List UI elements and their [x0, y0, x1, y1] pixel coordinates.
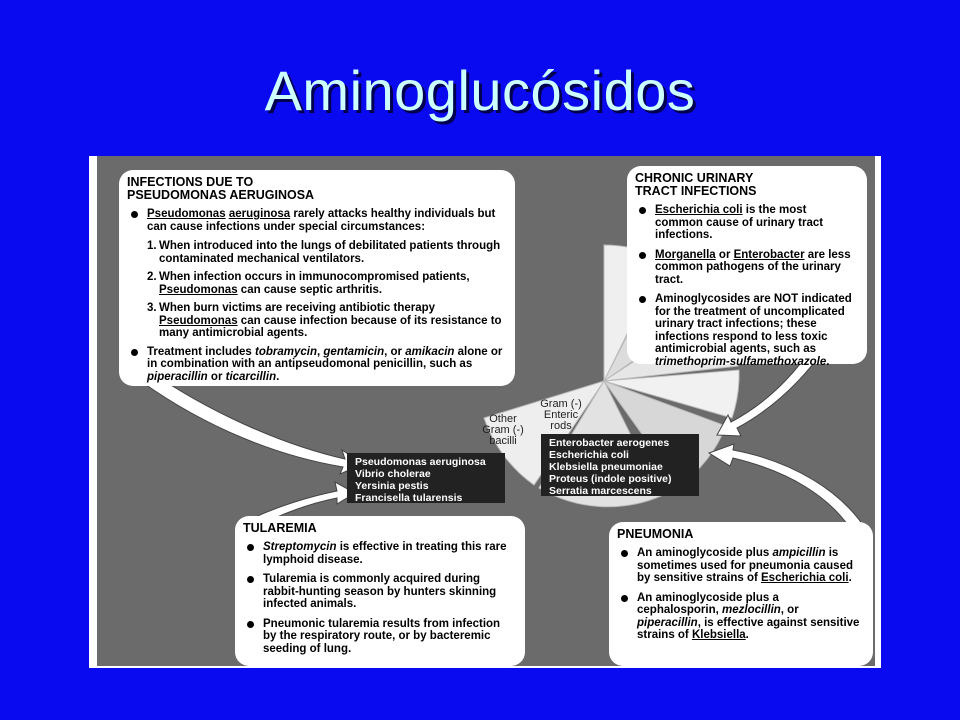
- infections-heading: INFECTIONS DUE TO PSEUDOMONAS AERUGINOSA: [127, 175, 315, 202]
- tularemia-box: [235, 516, 525, 666]
- tularemia-heading: TULAREMIA: [243, 521, 317, 535]
- urinary-bullet-2: Morganella or Enterobacter are less common pathogens of the urinary tract.: [635, 249, 857, 287]
- infections-bullet-2: Treatment includes tobramycin, gentamicin, or amikacin alone or in combination with an antipseudomonal penicillin, such as piperacillin or ticarcillin.: [127, 346, 505, 384]
- pneumonia-box: [609, 522, 873, 666]
- pneumonia-heading: PNEUMONIA: [617, 527, 694, 541]
- pneumonia-bullet-1: An aminoglycoside plus ampicillin is sometimes used for pneumonia caused by sensitive strains of Escherichia coli.: [617, 547, 863, 585]
- infections-box: [119, 170, 515, 386]
- arrow-from-infections: [142, 376, 363, 474]
- urinary-bullet-3: Aminoglycosides are NOT indicated for the treatment of uncomplicated urinary tract infections; these infections respond to less toxic antimicrobial agents, such as trimethoprim-sulfamethoxazole.: [635, 293, 857, 368]
- slide-title: Aminoglucósidos: [264, 59, 696, 122]
- enteric-rods-label: Gram (-) Enteric rods: [540, 398, 582, 432]
- urinary-heading: CHRONIC URINARY TRACT INFECTIONS: [635, 171, 757, 198]
- pneumonia-bullet-2: An aminoglycoside plus a cephalosporin, mezlocillin, or piperacillin, is effective against sensitive strains of Klebsiella.: [617, 592, 863, 642]
- figure-background: [97, 156, 875, 666]
- urinary-bullet-1: Escherichia coli is the most common cause of urinary tract infections.: [635, 204, 857, 242]
- urinary-box: [627, 166, 867, 368]
- infections-item-3: 3. When burn victims are receiving antibiotic therapy Pseudomonas can cause infection because of its resistance to many antimicrobial agents.: [147, 302, 502, 339]
- other-gram-neg-organisms: Pseudomonas aeruginosa Vibrio cholerae Yersinia pestis Francisella tularensis: [347, 453, 505, 503]
- infections-bullet-1: Pseudomonas aeruginosa rarely attacks healthy individuals but can cause infections under special circumstances:: [127, 208, 505, 233]
- tularemia-bullet-2: Tularemia is commonly acquired during rabbit-hunting season by hunters skinning infected animals.: [243, 573, 515, 611]
- infections-item-1: 1. When introduced into the lungs of debilitated patients through contaminated mechanical ventilators.: [147, 240, 501, 265]
- tularemia-bullet-3: Pneumonic tularemia results from infection by the respiratory route, or by bacteremic seeding of lung.: [243, 618, 515, 656]
- infections-item-2: 2. When infection occurs in immunocompromised patients, Pseudomonas can cause septic arthritis.: [147, 271, 470, 296]
- enteric-rods-organisms: Enterobacter aerogenes Escherichia coli Klebsiella pneumoniae Proteus (indole positive) Serratia marcescens: [541, 434, 699, 496]
- tularemia-bullet-1: Streptomycin is effective in treating this rare lymphoid disease.: [243, 541, 515, 566]
- textbook-figure: [89, 156, 881, 668]
- other-gram-neg-label: Other Gram (-) bacilli: [482, 413, 524, 447]
